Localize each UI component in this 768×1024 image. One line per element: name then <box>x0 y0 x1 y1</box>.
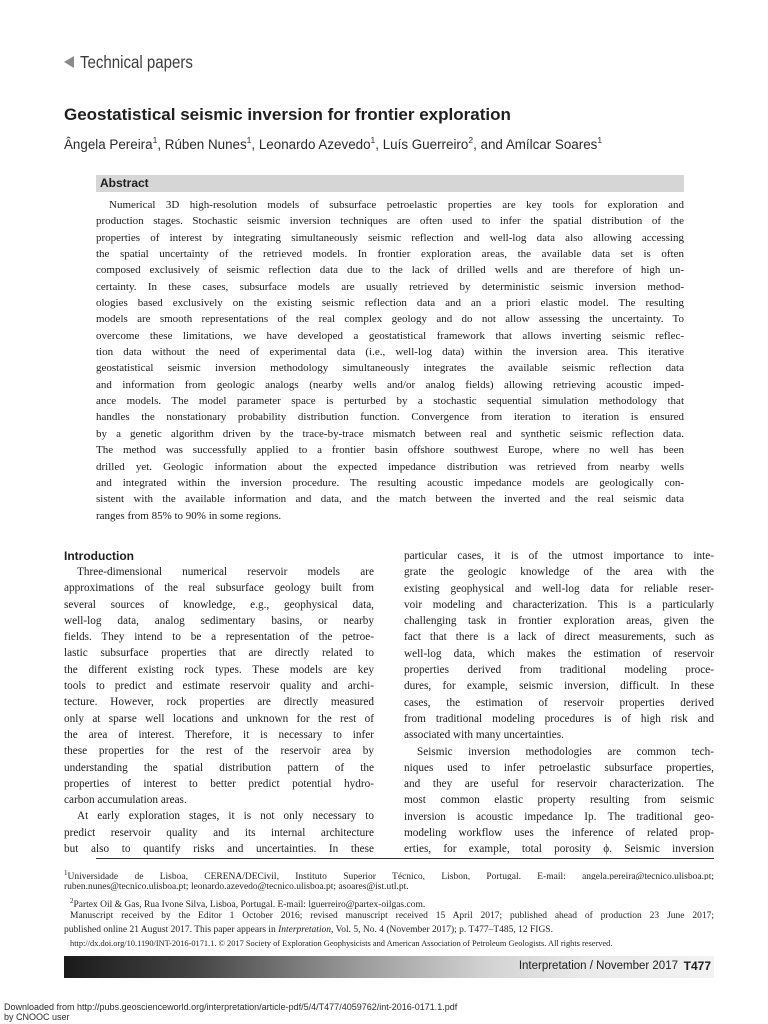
abstract-line: ranges from 85% to 90% in some regions. <box>96 509 282 522</box>
section-tag-label: Technical papers <box>80 51 193 72</box>
paragraph-line: Seismic inversion methodologies are common tech- <box>417 745 714 758</box>
download-url-line[interactable]: Downloaded from http://pubs.geoscienceworld.org/interpretation/article-pdf/5/4/T477/4059762/int-2016-0171.1.pdf <box>4 1002 458 1012</box>
paragraph-line: niques used to infer petroelastic subsurface properties, <box>404 761 714 774</box>
abstract-header-bar <box>96 175 684 192</box>
author-affiliation-marker: 1 <box>246 135 252 145</box>
paragraph-line: At early exploration stages, it is not only necessary to <box>77 810 374 823</box>
paragraph-line: but also to quantify risks and uncertainties. In these <box>64 843 374 856</box>
abstract-line: by a genetic algorithm driven by the trace-by-trace mismatch between real and synthetic seismic reflection data. <box>96 427 684 440</box>
abstract-line: The method was successfully applied to a frontier basin offshore southwest Europe, where no well has been <box>96 444 684 457</box>
page-number: T477 <box>683 959 711 973</box>
paragraph-line: existing geophysical and well-log data for reliable reser- <box>404 582 714 595</box>
footer-bar <box>64 956 714 978</box>
author-name: Ângela Pereira <box>64 137 153 152</box>
paragraph-line: tecture. However, rock properties are directly measured <box>64 696 374 709</box>
paragraph-line: lastic subsurface properties that are directly related to <box>64 647 374 660</box>
abstract-line: handles the nonstationary probability distribution function. Convergence from iteration to iteration is ensured <box>96 411 684 424</box>
triangle-marker-icon <box>64 56 74 68</box>
paragraph-line: particular cases, it is of the utmost importance to inte- <box>404 550 714 562</box>
abstract-line: sistent with the available information and data, and the match between the inverted and the real seismic data <box>96 493 684 506</box>
paragraph-line: only at sparse well locations and unknown for the rest of <box>64 712 374 725</box>
intro-column-left <box>64 564 374 857</box>
paragraph-line: well-log data, which makes the estimation of reservoir <box>404 647 714 660</box>
paragraph-line: Three-dimensional numerical reservoir models are <box>77 566 374 578</box>
abstract-line: properties of interest by integrating simultaneously seismic reflection and well-log data also allowing accessing <box>96 231 684 244</box>
footer-journal: Interpretation / November 2017 <box>518 960 678 972</box>
footnote-aff2: $^2$Partex Oil & Gas, Rua Ivone Silva, Lisboa, Portugal. E-mail: lguerreiro@partex-oilgas.com. <box>70 897 426 911</box>
abstract-line: drilled yet. Geologic information about the expected impedance distribution was retrieved from nearby wells <box>96 460 684 473</box>
paragraph-line: properties of interest to better predict potential hydro- <box>64 777 374 790</box>
footnote-rule <box>96 858 714 859</box>
author-separator: , and <box>473 137 506 152</box>
paragraph-line: dures, for example, seismic inversion, difficult. In these <box>404 680 714 693</box>
paragraph-line: these properties for the rest of the reservoir area by <box>64 745 374 758</box>
paragraph-line: erties, for example, total porosity ϕ. Seismic inversion <box>404 843 714 856</box>
paper-title: Geostatistical seismic inversion for frontier exploration <box>64 105 511 124</box>
paragraph-line: cases, the estimation of reservoir properties derived <box>404 696 714 709</box>
intro-column-right <box>404 548 714 858</box>
paragraph-line: well-log data, analog sedimentary basins, or nearby <box>64 614 374 627</box>
footnotes <box>64 866 714 951</box>
abstract-line: certainty. In these cases, subsurface models are usually retrieved by deterministic seismic inversion method- <box>96 280 684 293</box>
paragraph-line: tools to predict and estimate reservoir quality and archi- <box>64 680 374 693</box>
author-affiliation-marker: 1 <box>597 135 603 145</box>
abstract-line: production stages. Stochastic seismic inversion techniques are often used to infer the spatial distribution of the <box>96 215 684 228</box>
section-tag <box>64 51 211 73</box>
paragraph-line: challenging task in frontier exploration areas, given the <box>404 615 714 628</box>
paragraph-line: predict reservoir quality and its internal architecture <box>64 826 374 839</box>
paragraph-line: approximations of the real subsurface geology built from <box>64 582 374 595</box>
paragraph-line: several sources of knowledge, e.g., geophysical data, <box>64 598 374 611</box>
paragraph-line: from traditional modeling procedures is of high risk and <box>404 712 714 725</box>
download-user-line: by CNOOC user <box>4 1011 70 1022</box>
author-name: Amílcar Soares <box>505 137 598 152</box>
paragraph-line: understanding the spatial distribution pattern of the <box>64 761 374 774</box>
abstract-line: and information from geologic analogs (nearby wells and/or analog fields) allowing retrieving acoustic imped- <box>96 378 684 391</box>
abstract-line: Numerical 3D high-resolution models of subsurface petroelastic properties are key tools for exploration and <box>109 199 684 211</box>
footnote-manuscript-line1: Manuscript received by the Editor 1 October 2016; revised manuscript received 15 April 2017; published ahead of production 23 June 2017; <box>70 910 714 921</box>
author-affiliation-marker: 1 <box>152 135 158 145</box>
author-affiliation-marker: 1 <box>370 135 376 145</box>
paragraph-line: the different existing rock types. These models are key <box>64 663 374 676</box>
author-separator: , <box>375 137 383 152</box>
author-list <box>64 135 602 152</box>
author-affiliation-marker: 2 <box>468 135 474 145</box>
paragraph-line: most common elastic property resulting from seismic <box>404 794 714 807</box>
abstract-line: tion data without the need of experimental data (i.e., well-log data) within the inversion area. This iterative <box>96 346 684 359</box>
abstract-line: geostatistical seismic inversion methodology simultaneously integrates the available seismic reflection data <box>96 362 684 375</box>
abstract-line: models are smooth representations of the real complex geology and do not allow assessing the uncertainty. To <box>96 313 684 326</box>
author-name: Rúben Nunes <box>164 137 247 152</box>
paragraph-line: voir modeling and characterization. This is a particularly <box>404 598 714 611</box>
paragraph-line: fields. They intend to be a representation of the petroe- <box>64 631 374 644</box>
paragraph-line: carbon accumulation areas. <box>64 794 187 807</box>
paragraph-line: grate the geologic knowledge of the area with the <box>404 566 714 579</box>
abstract-line: ologies based exclusively on the existing seismic reflection data and an a priori elastic model. The resulting <box>96 297 684 310</box>
footnote-doi: http://dx.doi.org/10.1190/INT-2016-0171.1. © 2017 Society of Exploration Geophysicists and American Association of Petroleum Geologists. All rights reserved. <box>70 938 613 948</box>
abstract-line: composed exclusively of seismic reflection data due to the lack of drilled wells and are therefore of high un- <box>96 264 684 277</box>
paragraph-line: fact that there is a lack of direct measurements, such as <box>404 631 714 644</box>
abstract-line: the spatial uncertainty of the retrieved models. In frontier exploration areas, the available data set is often <box>96 248 684 261</box>
paragraph-line: inversion is acoustic impedance Ip. The traditional geo- <box>404 810 714 823</box>
author-separator: , <box>251 137 259 152</box>
abstract-line: overcome these limitations, we have developed a geostatistical framework that allows inverting seismic reflec- <box>96 329 684 342</box>
download-notice <box>4 1003 457 1022</box>
author-name: Luís Guerreiro <box>382 137 469 152</box>
paragraph-line: and they are useful for reservoir characterization. The <box>404 778 714 791</box>
paragraph-line: associated with many uncertainties. <box>404 729 564 742</box>
footnote-aff1-line2: ruben.nunes@tecnico.ulisboa.pt; leonardo.azevedo@tecnico.ulisboa.pt; asoares@ist.utl.pt. <box>64 882 409 893</box>
introduction-heading: Introduction <box>64 549 134 563</box>
paragraph-line: modeling workflow uses the inference of related prop- <box>404 827 714 840</box>
abstract-line: ance models. The model parameter space is perturbed by a stochastic sequential simulation methodology that <box>96 395 684 408</box>
footnote-aff1-line1: $^1$Universidade de Lisboa, CERENA/DECivil, Instituto Superior Técnico, Lisbon, Portugal. E-mail: angela.pereira@tecnico.ulisboa.pt; <box>64 869 714 881</box>
paragraph-line: properties derived from traditional modeling proce- <box>404 664 714 677</box>
abstract-heading: Abstract <box>100 176 149 190</box>
abstract-line: and integrated within the inversion procedure. The resulting acoustic impedance models are geologically con- <box>96 476 684 489</box>
paragraph-line: the area of interest. Therefore, it is necessary to infer <box>64 728 374 741</box>
footnote-manuscript-line2: published online 21 August 2017. This paper appears in Interpretation, Vol. 5, No. 4 (November 2017); p. T477–T485, 12 FIGS. <box>64 924 553 935</box>
author-name: Leonardo Azevedo <box>258 137 371 152</box>
abstract-body <box>96 197 684 524</box>
author-separator: , <box>157 137 165 152</box>
